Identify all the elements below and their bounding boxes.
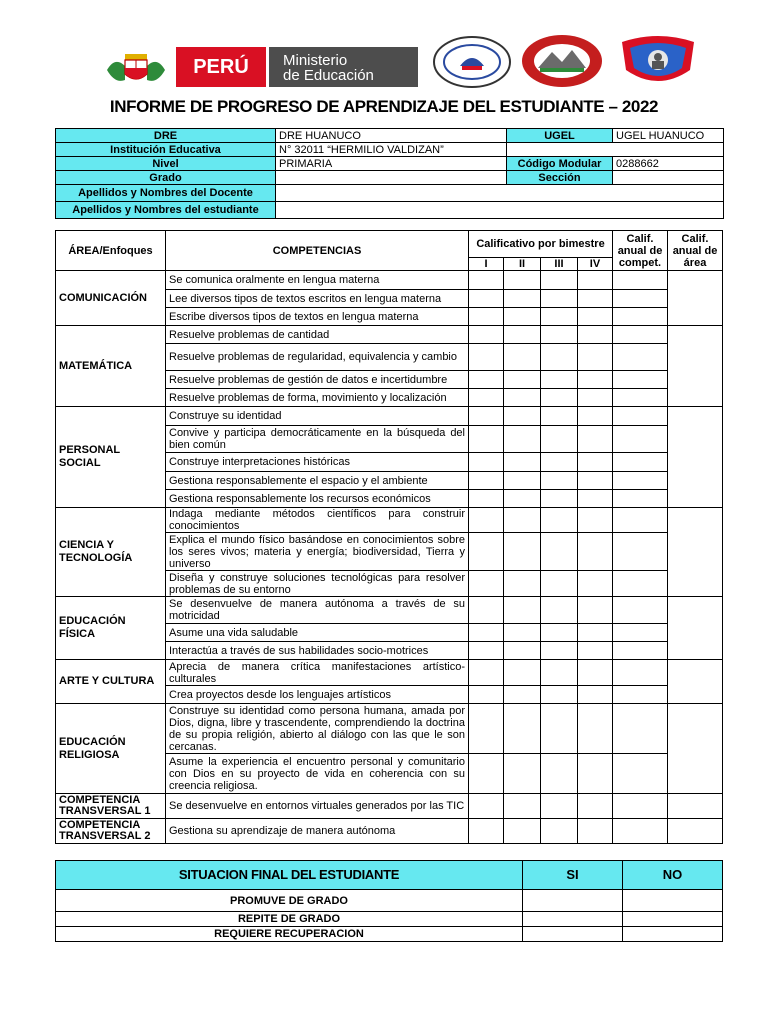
school-shield-icon [618,32,698,88]
grade-cell-anual-comp[interactable] [613,472,668,490]
grade-cell-bimestre-1[interactable] [469,308,504,326]
grade-cell-bimestre-2[interactable] [504,571,541,597]
grade-cell-bimestre-2[interactable] [504,754,541,794]
grade-cell-bimestre-3[interactable] [541,453,578,472]
grade-cell-bimestre-1[interactable] [469,704,504,754]
seccion-label: Sección [507,171,613,185]
final-recuperacion-si[interactable] [523,927,623,942]
grade-cell-bimestre-2[interactable] [504,426,541,453]
competencia-text: Lee diversos tipos de textos escritos en lengua materna [166,290,469,308]
grade-cell-bimestre-3[interactable] [541,371,578,389]
grade-cell-bimestre-1[interactable] [469,686,504,704]
grade-cell-bimestre-2[interactable] [504,490,541,508]
ugel-label: UGEL [507,129,613,143]
grade-cell-bimestre-4[interactable] [578,453,613,472]
grade-cell-anual-comp[interactable] [613,453,668,472]
area-name: CIENCIA Y TECNOLOGÍA [56,508,166,597]
table-row [56,271,723,290]
ministry-line1: Ministerio [283,52,348,69]
final-recuperacion-no[interactable] [623,927,723,942]
area-name: ARTE Y CULTURA [56,660,166,704]
dre-huanuco-seal-icon [432,36,512,88]
competencia-text: Asume la experiencia el encuentro personal y comunitario con Dios en su proyecto de vida en coherencia con su creencia religiosa. [166,754,469,794]
grade-cell-bimestre-2[interactable] [504,686,541,704]
area-name: COMUNICACIÓN [56,271,166,326]
competencia-text: Crea proyectos desde los lenguajes artísticos [166,686,469,704]
grade-cell-anual-comp[interactable] [613,290,668,308]
grade-cell-bimestre-4[interactable] [578,624,613,642]
info-table [55,128,724,219]
grade-cell-bimestre-3[interactable] [541,660,578,686]
competencia-text: Aprecia de manera crítica manifestaciones artístico-culturales [166,660,469,686]
nivel-label: Nivel [56,157,276,171]
competencia-text: Convive y participa democráticamente en la búsqueda del bien común [166,426,469,453]
grade-cell-bimestre-2[interactable] [504,508,541,533]
grade-cell-bimestre-1[interactable] [469,794,504,819]
grade-cell-bimestre-2[interactable] [504,344,541,371]
grade-cell-bimestre-1[interactable] [469,533,504,571]
final-promueve-no[interactable] [623,890,723,912]
grade-cell-bimestre-3[interactable] [541,426,578,453]
grade-cell-anual-comp[interactable] [613,490,668,508]
grade-cell-bimestre-3[interactable] [541,472,578,490]
table-row [56,794,723,819]
grade-cell-bimestre-4[interactable] [578,308,613,326]
table-row [56,597,723,624]
grade-cell-bimestre-1[interactable] [469,754,504,794]
grade-cell-anual-comp[interactable] [613,794,668,819]
dre-value: DRE HUANUCO [276,129,507,143]
grade-cell-bimestre-3[interactable] [541,389,578,407]
grade-cell-bimestre-1[interactable] [469,624,504,642]
grade-cell-bimestre-4[interactable] [578,686,613,704]
grade-cell-anual-area[interactable] [668,794,723,819]
grade-cell-anual-area[interactable] [668,326,723,407]
grado-label: Grado [56,171,276,185]
competencia-text: Resuelve problemas de gestión de datos e incertidumbre [166,371,469,389]
grade-cell-bimestre-1[interactable] [469,490,504,508]
grade-cell-anual-area[interactable] [668,819,723,844]
competencia-text: Se desenvuelve de manera autónoma a través de su motricidad [166,597,469,624]
grade-cell-bimestre-1[interactable] [469,472,504,490]
grade-cell-bimestre-1[interactable] [469,290,504,308]
grade-cell-bimestre-1[interactable] [469,660,504,686]
competencia-text: Diseña y construye soluciones tecnológicas para resolver problemas de su entorno [166,571,469,597]
grade-cell-bimestre-2[interactable] [504,642,541,660]
grade-cell-bimestre-1[interactable] [469,453,504,472]
competencia-text: Resuelve problemas de cantidad [166,326,469,344]
grade-cell-bimestre-3[interactable] [541,271,578,290]
competencia-text: Gestiona su aprendizaje de manera autónoma [166,819,469,844]
grade-cell-anual-area[interactable] [668,597,723,660]
grade-cell-bimestre-3[interactable] [541,624,578,642]
grade-cell-anual-comp[interactable] [613,326,668,344]
bimestre-header-1: I [469,258,504,271]
grade-cell-bimestre-3[interactable] [541,344,578,371]
grade-cell-bimestre-4[interactable] [578,472,613,490]
grade-cell-anual-comp[interactable] [613,371,668,389]
grade-cell-bimestre-2[interactable] [504,453,541,472]
grade-cell-bimestre-1[interactable] [469,642,504,660]
grade-cell-bimestre-3[interactable] [541,686,578,704]
grade-cell-bimestre-2[interactable] [504,794,541,819]
grade-cell-bimestre-4[interactable] [578,754,613,794]
grade-cell-bimestre-3[interactable] [541,819,578,844]
grade-cell-bimestre-2[interactable] [504,271,541,290]
grade-cell-anual-comp[interactable] [613,754,668,794]
grade-cell-anual-area[interactable] [668,407,723,508]
grade-cell-anual-comp[interactable] [613,426,668,453]
grado-value[interactable] [276,171,507,185]
ie-empty [507,143,613,157]
grade-cell-bimestre-3[interactable] [541,508,578,533]
competencia-text: Escribe diversos tipos de textos en lengua materna [166,308,469,326]
grade-cell-bimestre-4[interactable] [578,533,613,571]
grade-cell-bimestre-4[interactable] [578,271,613,290]
competencia-text: Se desenvuelve en entornos virtuales generados por las TIC [166,794,469,819]
grade-cell-bimestre-3[interactable] [541,794,578,819]
codigo-label: Código Modular [507,157,613,171]
ie-empty-2 [613,143,724,157]
grade-cell-anual-comp[interactable] [613,344,668,371]
final-repite-si[interactable] [523,912,623,927]
grade-cell-bimestre-2[interactable] [504,624,541,642]
col-area-header: ÁREA/Enfoques [56,231,166,271]
docente-value[interactable] [276,185,724,202]
final-row-promueve: PROMUVE DE GRADO [56,890,523,912]
grade-cell-bimestre-1[interactable] [469,271,504,290]
grade-cell-bimestre-4[interactable] [578,344,613,371]
grade-cell-anual-area[interactable] [668,271,723,326]
col-competencias-header: COMPETENCIAS [166,231,469,271]
final-repite-no[interactable] [623,912,723,927]
area-name: MATEMÁTICA [56,326,166,407]
grade-cell-bimestre-3[interactable] [541,407,578,426]
competencia-text: Construye interpretaciones históricas [166,453,469,472]
grade-cell-bimestre-1[interactable] [469,344,504,371]
grade-cell-bimestre-4[interactable] [578,407,613,426]
table-row [56,326,723,344]
grades-table [55,230,723,844]
final-si-header: SI [523,861,623,890]
grade-cell-bimestre-3[interactable] [541,571,578,597]
grade-cell-bimestre-3[interactable] [541,490,578,508]
table-row [56,704,723,754]
competencia-text: Gestiona responsablemente los recursos económicos [166,490,469,508]
grade-cell-bimestre-3[interactable] [541,533,578,571]
grade-cell-anual-comp[interactable] [613,308,668,326]
grade-cell-bimestre-1[interactable] [469,426,504,453]
nivel-value: PRIMARIA [276,157,507,171]
grade-cell-bimestre-1[interactable] [469,819,504,844]
table-row [56,660,723,686]
grade-cell-anual-comp[interactable] [613,686,668,704]
grade-cell-bimestre-4[interactable] [578,571,613,597]
competencia-text: Resuelve problemas de regularidad, equivalencia y cambio [166,344,469,371]
grade-cell-bimestre-2[interactable] [504,704,541,754]
grade-cell-bimestre-3[interactable] [541,704,578,754]
grade-cell-bimestre-3[interactable] [541,754,578,794]
grade-cell-bimestre-3[interactable] [541,308,578,326]
grade-cell-anual-area[interactable] [668,660,723,704]
grade-cell-bimestre-2[interactable] [504,389,541,407]
codigo-value: 0288662 [613,157,724,171]
competencia-text: Explica el mundo físico basándose en conocimientos sobre los seres vivos; materia y energía; biodiversidad, Tierra y universo [166,533,469,571]
bimestre-header-3: III [541,258,578,271]
ugel-huanuco-seal-icon [520,34,604,88]
competencia-text: Gestiona responsablemente el espacio y el ambiente [166,472,469,490]
grade-cell-bimestre-4[interactable] [578,326,613,344]
col-anual-comp-header: Calif. anual de compet. [613,231,668,271]
grade-cell-bimestre-3[interactable] [541,597,578,624]
table-row [56,407,723,426]
grade-cell-anual-comp[interactable] [613,533,668,571]
docente-label: Apellidos y Nombres del Docente [56,185,276,202]
grade-cell-anual-comp[interactable] [613,271,668,290]
table-row [56,508,723,533]
grade-cell-bimestre-4[interactable] [578,597,613,624]
grade-cell-anual-comp[interactable] [613,389,668,407]
grade-cell-bimestre-2[interactable] [504,660,541,686]
grade-cell-bimestre-2[interactable] [504,308,541,326]
table-row [56,819,723,844]
grade-cell-bimestre-2[interactable] [504,290,541,308]
competencia-text: Construye su identidad [166,407,469,426]
grade-cell-bimestre-4[interactable] [578,704,613,754]
area-name: EDUCACIÓN RELIGIOSA [56,704,166,794]
bimestre-header-4: IV [578,258,613,271]
area-name: COMPETENCIA TRANSVERSAL 1 [56,794,166,819]
ie-value: N° 32011 “HERMILIO VALDIZAN” [276,143,507,157]
grade-cell-bimestre-4[interactable] [578,819,613,844]
grade-cell-bimestre-4[interactable] [578,508,613,533]
grade-cell-bimestre-2[interactable] [504,533,541,571]
grade-cell-bimestre-1[interactable] [469,597,504,624]
ugel-value: UGEL HUANUCO [613,129,724,143]
grade-cell-bimestre-3[interactable] [541,290,578,308]
final-title: SITUACION FINAL DEL ESTUDIANTE [56,861,523,890]
dre-label: DRE [56,129,276,143]
col-bimestre-header: Calificativo por bimestre [469,231,613,258]
grade-cell-bimestre-4[interactable] [578,371,613,389]
final-promueve-si[interactable] [523,890,623,912]
grade-cell-bimestre-4[interactable] [578,290,613,308]
grade-cell-bimestre-1[interactable] [469,407,504,426]
grade-cell-bimestre-3[interactable] [541,326,578,344]
grade-cell-anual-comp[interactable] [613,407,668,426]
grade-cell-bimestre-4[interactable] [578,660,613,686]
ministry-line2: de Educación [283,67,374,84]
competencia-text: Resuelve problemas de forma, movimiento y localización [166,389,469,407]
grade-cell-anual-area[interactable] [668,508,723,597]
col-anual-area-header: Calif. anual de área [668,231,723,271]
grade-cell-bimestre-1[interactable] [469,326,504,344]
estudiante-label: Apellidos y Nombres del estudiante [56,202,276,219]
peru-label: PERÚ [176,47,266,87]
area-name: PERSONAL SOCIAL [56,407,166,508]
grade-cell-bimestre-2[interactable] [504,597,541,624]
grade-cell-bimestre-2[interactable] [504,371,541,389]
grade-cell-anual-comp[interactable] [613,571,668,597]
seccion-value[interactable] [613,171,724,185]
grade-cell-anual-comp[interactable] [613,819,668,844]
grade-cell-anual-comp[interactable] [613,508,668,533]
grade-cell-bimestre-4[interactable] [578,490,613,508]
final-row-repite: REPITE DE GRADO [56,912,523,927]
grade-cell-anual-comp[interactable] [613,704,668,754]
bimestre-header-2: II [504,258,541,271]
grade-cell-bimestre-1[interactable] [469,508,504,533]
grade-cell-anual-comp[interactable] [613,660,668,686]
grade-cell-bimestre-4[interactable] [578,389,613,407]
estudiante-value[interactable] [276,202,724,219]
grade-cell-bimestre-1[interactable] [469,571,504,597]
grade-cell-bimestre-2[interactable] [504,819,541,844]
final-table [55,860,723,942]
grade-cell-bimestre-4[interactable] [578,794,613,819]
grade-cell-bimestre-2[interactable] [504,326,541,344]
grade-cell-bimestre-1[interactable] [469,389,504,407]
ministry-label [269,47,418,87]
grade-cell-anual-comp[interactable] [613,597,668,624]
grade-cell-bimestre-3[interactable] [541,642,578,660]
grade-cell-anual-comp[interactable] [613,642,668,660]
page-title: INFORME DE PROGRESO DE APRENDIZAJE DEL ESTUDIANTE – 2022 [109,97,659,116]
competencia-text: Indaga mediante métodos científicos para construir conocimientos [166,508,469,533]
competencia-text: Asume una vida saludable [166,624,469,642]
grade-cell-bimestre-1[interactable] [469,371,504,389]
grade-cell-anual-comp[interactable] [613,624,668,642]
ie-label: Institución Educativa [56,143,276,157]
competencia-text: Se comunica oralmente en lengua materna [166,271,469,290]
grade-cell-bimestre-4[interactable] [578,426,613,453]
competencia-text: Construye su identidad como persona humana, amada por Dios, digna, libre y trascendente, comprendiendo la doctrina de su propia religión, abierto al diálogo con las que le son cercanas. [166,704,469,754]
competencia-text: Interactúa a través de sus habilidades socio-motrices [166,642,469,660]
grade-cell-bimestre-4[interactable] [578,642,613,660]
area-name: COMPETENCIA TRANSVERSAL 2 [56,819,166,844]
area-name: EDUCACIÓN FÍSICA [56,597,166,660]
peru-coat-of-arms-icon [105,50,167,88]
grade-cell-bimestre-2[interactable] [504,472,541,490]
grade-cell-anual-area[interactable] [668,704,723,794]
final-row-recuperacion: REQUIERE RECUPERACION [56,927,523,942]
grade-cell-bimestre-2[interactable] [504,407,541,426]
final-no-header: NO [623,861,723,890]
